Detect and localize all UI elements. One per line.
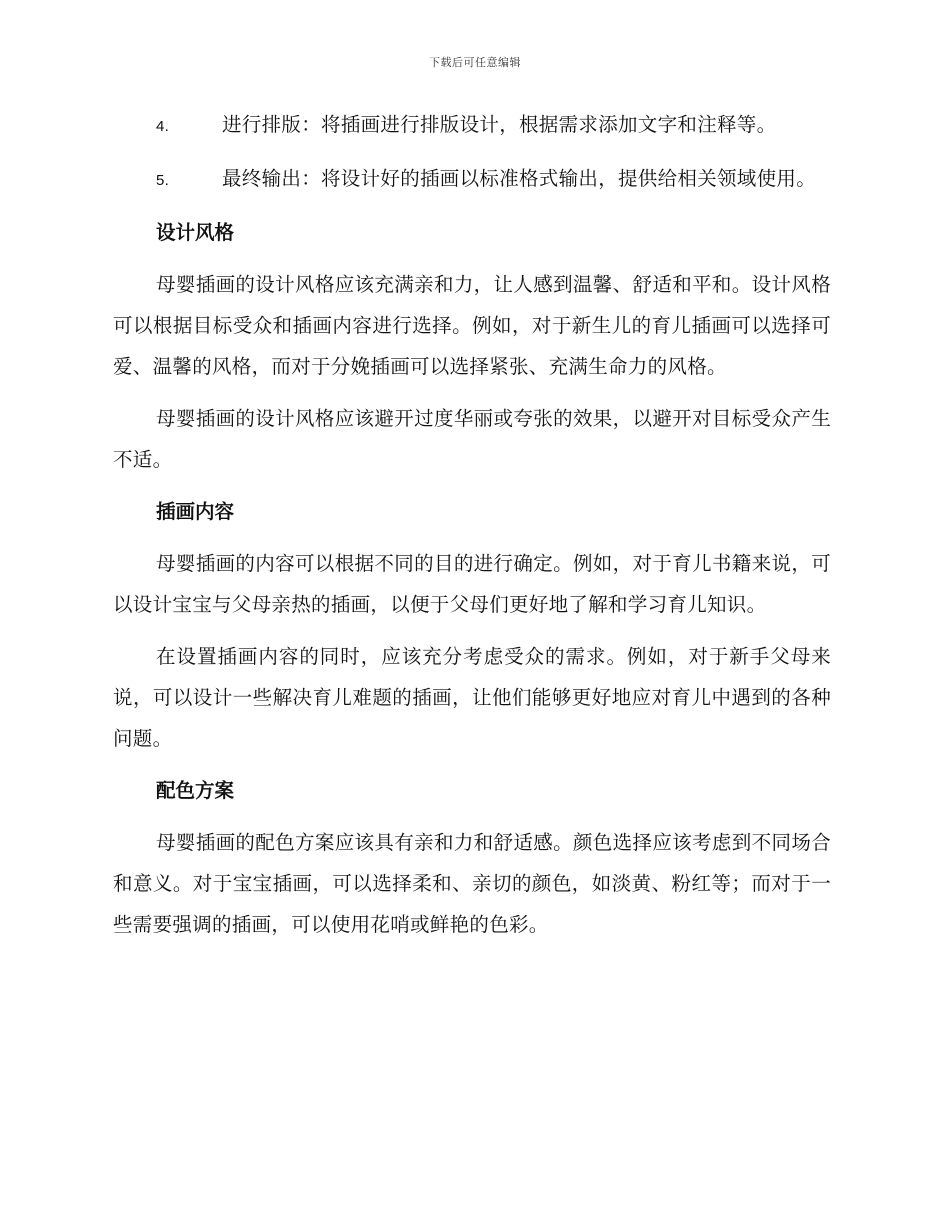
paragraph: 母婴插画的设计风格应该充满亲和力，让人感到温馨、舒适和平和。设计风格可以根据目标受众和插画内容进行选择。例如，对于新生儿的育儿插画可以选择可爱、温馨的风格，而对于分娩插画可以选择紧张、充满生命力的风格。 xyxy=(113,273,831,378)
paragraph: 母婴插画的配色方案应该具有亲和力和舒适感。颜色选择应该考虑到不同场合和意义。对于宝宝插画，可以选择柔和、亲切的颜色，如淡黄、粉红等；而对于一些需要强调的插画，可以使用花哨或鲜艳的色彩。 xyxy=(113,831,831,936)
list-item-number: 5. xyxy=(156,172,170,189)
paragraph: 母婴插画的内容可以根据不同的目的进行确定。例如，对于育儿书籍来说，可以设计宝宝与父母亲热的插画，以便于父母们更好地了解和学习育儿知识。 xyxy=(113,552,831,616)
section-heading: 配色方案 xyxy=(156,779,235,802)
list-item-text: 进行排版：将插画进行排版设计，根据需求添加文字和注释等。 xyxy=(222,113,777,136)
list-item-text: 最终输出：将设计好的插画以标准格式输出，提供给相关领域使用。 xyxy=(222,167,817,190)
page-header: 下载后可任意编辑 xyxy=(429,56,521,69)
document-body xyxy=(113,104,831,956)
section-heading: 插画内容 xyxy=(156,500,235,523)
paragraph: 在设置插画内容的同时，应该充分考虑受众的需求。例如，对于新手父母来说，可以设计一些解决育儿难题的插画，让他们能够更好地应对育儿中遇到的各种问题。 xyxy=(113,645,831,750)
list-item xyxy=(113,104,831,147)
list-item-number: 4. xyxy=(156,118,170,135)
section-heading: 设计风格 xyxy=(156,221,235,244)
paragraph: 母婴插画的设计风格应该避开过度华丽或夸张的效果，以避开对目标受众产生不适。 xyxy=(113,407,831,471)
list-item xyxy=(113,158,831,201)
